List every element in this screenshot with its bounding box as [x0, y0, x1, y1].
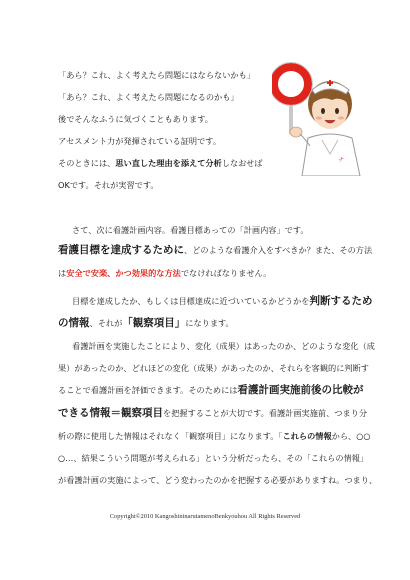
- body-line-2: [58, 245, 372, 256]
- intro-line-1: 「あら？これ、よく考えたら問題にはならないかも」: [58, 70, 255, 80]
- intro-line-5-end: しなおせば: [221, 158, 263, 168]
- intro-line-4: アセスメント力が発揮されている証明です。: [58, 136, 222, 146]
- body-line-2-emphasis: 看護目標を達成するために: [58, 244, 184, 256]
- intro-line-5-start: そのときには、: [58, 158, 116, 168]
- intro-line-2: 「あら？これ、よく考えたら問題になるのかも」: [58, 92, 239, 102]
- nurse-holding-circle-sign-icon: [272, 60, 364, 176]
- body-line-8-emphasis: 看護計画実施前後の比較が: [237, 384, 364, 396]
- body-line-2-rest: 、どのような看護介入をすべきか？また、その方法: [184, 245, 373, 255]
- body-line-8-start: ることで看護計画を評価できます。そのためには: [58, 385, 238, 395]
- body-line-3-red: 安全で安楽、かつ効果的な方法: [66, 268, 181, 278]
- body-line-3: [58, 268, 271, 279]
- body-line-7: 果）があったのか、どれほどの変化（成果）があったのか、それらを客観的に判断す: [58, 363, 369, 373]
- body-line-10-start: 析の際に使用した情報はそれなく「観察項目」になります。「: [58, 431, 283, 441]
- body-line-9-emphasis: できる情報＝観察項目: [58, 407, 163, 419]
- body-line-10: [58, 431, 371, 442]
- body-line-6: 看護計画を実施したことにより、変化（成果）はあったのか、どのような変化（成: [72, 341, 375, 351]
- intro-line-6: OKです。それが実習です。: [58, 180, 159, 190]
- body-line-9: [58, 408, 367, 419]
- body-line-4-emphasis: 判断するため: [309, 295, 373, 307]
- body-line-5-end: になります。: [185, 318, 234, 328]
- body-line-3-start: は: [58, 268, 67, 278]
- body-line-12: が看護計画の実施によって、どう変わったのかを把握する必要がありますね。つまり、: [58, 475, 378, 485]
- body-line-4-start: 目標を達成したか、もしくは目標達成に近づいているかどうかを: [72, 296, 310, 306]
- body-line-5-mid: 、それが: [89, 318, 123, 328]
- body-line-8: [58, 385, 363, 396]
- body-line-11: ○…、結果こういう問題が考えられる」という分析だったら、その「これらの情報」: [58, 453, 369, 463]
- body-line-10-end: から、○○: [331, 431, 371, 441]
- body-line-9-rest: を把握することが大切です。看護計画実施前、つまり分: [163, 408, 368, 418]
- body-line-10-emphasis: これらの情報: [282, 431, 332, 441]
- body-line-4: [72, 296, 372, 307]
- body-line-1: さて、次に看護計画内容。看護目標あっての「計画内容」です。: [72, 225, 309, 235]
- intro-line-5: [58, 158, 262, 169]
- copyright-footer: Copyright©2010 KangoshininarutamenoBenkyouhou All Rights Reserved: [109, 513, 301, 520]
- intro-line-5-emphasis: 思い直した理由を添えて分析: [115, 158, 222, 168]
- svg-text:ナ: ナ: [338, 157, 345, 164]
- intro-line-3: 後でそんなふうに気づくこともあります。: [58, 114, 213, 124]
- body-line-5-emphasis-1: の情報: [58, 317, 90, 329]
- body-line-5-emphasis-2: 「観察項目」: [122, 317, 186, 329]
- body-line-5: [58, 318, 234, 329]
- body-line-3-end: でなければなりません。: [180, 268, 272, 278]
